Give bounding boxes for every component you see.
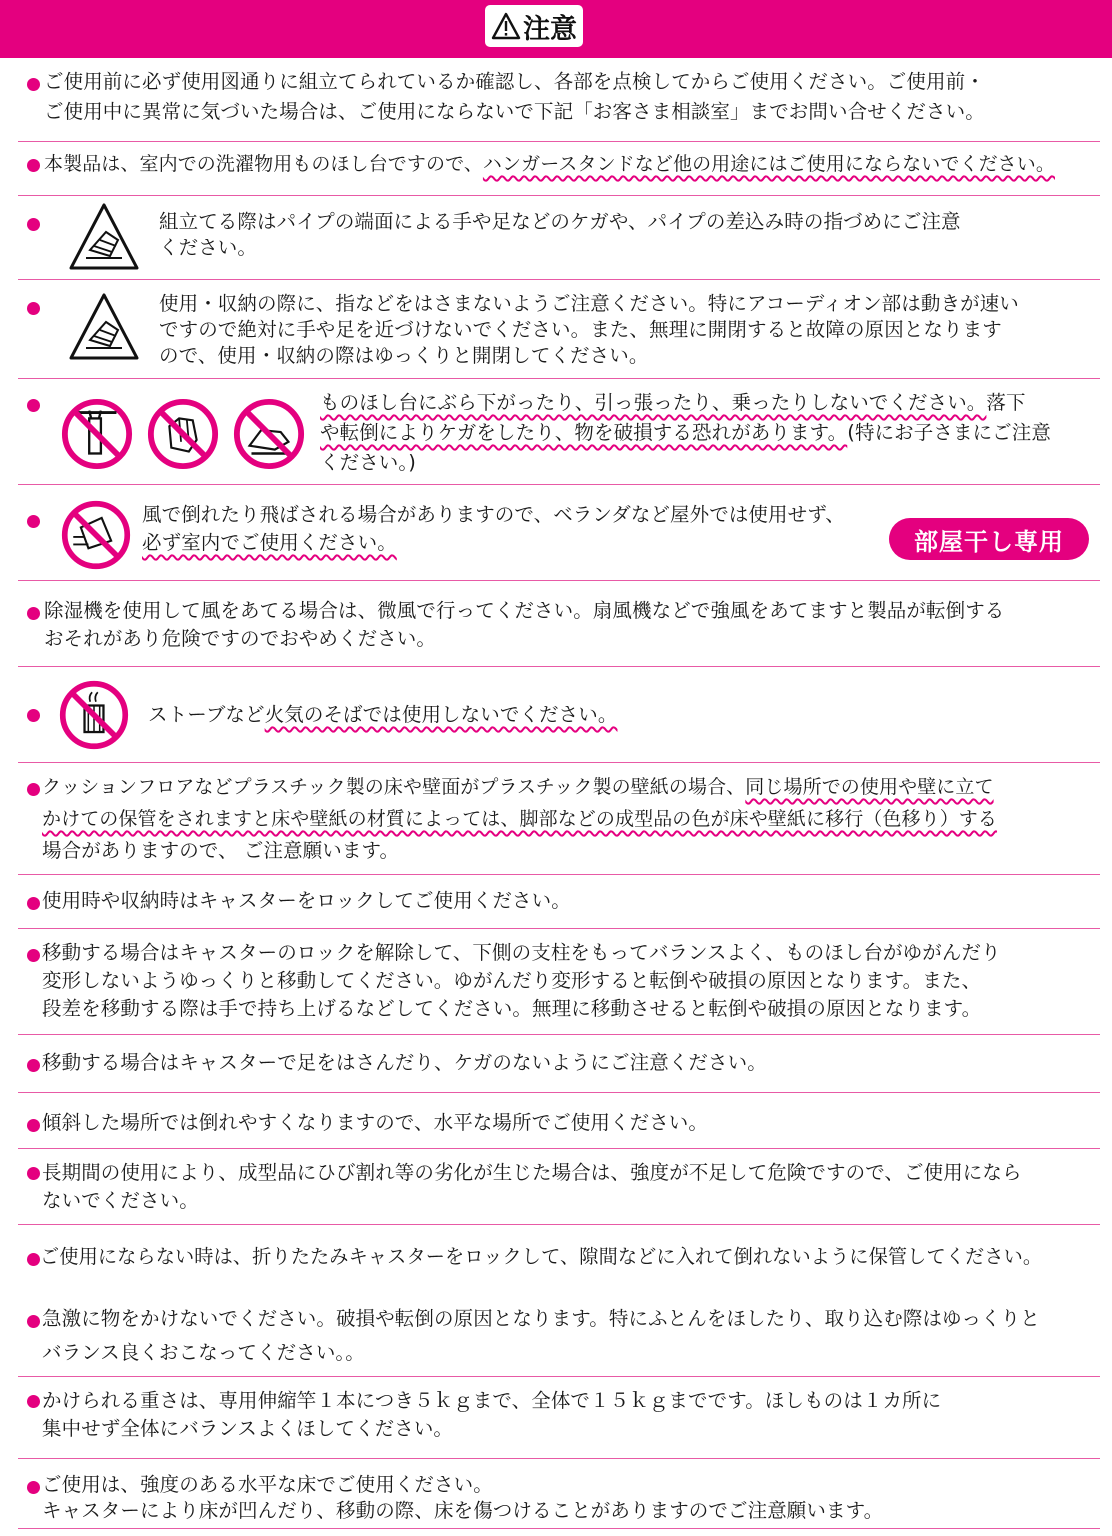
caution-title <box>485 5 583 47</box>
notice-text-emphasis: や転倒によりケガをしたり、物を破損する恐れがあります。 <box>320 421 848 444</box>
notice-item <box>18 142 1100 196</box>
notice-text: 移動する場合はキャスターのロックを解除して、下側の支柱をもってバランスよく、ものほし台がゆがんだり <box>42 941 1001 964</box>
notice-text <box>44 150 1055 178</box>
caution-title-text: 注意 <box>523 13 577 45</box>
notice-text <box>148 701 617 729</box>
notice-text: ください。 <box>159 236 258 259</box>
bullet <box>27 607 40 620</box>
notice-item <box>18 1377 1100 1459</box>
no-outdoor-wind-icon <box>60 499 132 571</box>
notice-text-part: クッションフロアなどプラスチック製の床や壁面がプラスチック製の壁紙の場合、 <box>42 776 746 798</box>
notice-text: 長期間の使用により、成型品にひび割れ等の劣化が生じた場合は、強度が不足して危険ですので、ご使用になら <box>42 1161 1022 1184</box>
bullet <box>27 399 40 412</box>
notice-text: バランス良くおこなってください。。 <box>42 1341 365 1364</box>
warning-pinch-hand-icon <box>66 200 142 276</box>
notice-text: 段差を移動する際は手で持ち上げるなどしてください。無理に移動させると転倒や破損の原因となります。 <box>42 997 982 1020</box>
notice-item <box>18 1149 1100 1225</box>
bullet <box>27 949 40 962</box>
notice-text: ないでください。 <box>42 1189 199 1212</box>
notice-text: 集中せず全体にバランスよくほしてください。 <box>42 1417 454 1440</box>
notice-text: 除湿機を使用して風をあてる場合は、微風で行ってください。扇風機などで強風をあてますと製品が転倒する <box>44 599 1005 622</box>
bullet <box>27 1059 40 1072</box>
no-pulling-icon <box>146 397 220 471</box>
notice-text: キャスターにより床が凹んだり、移動の際、床を傷つけることがありますのでご注意願います。 <box>42 1499 884 1522</box>
notice-item <box>18 280 1100 379</box>
notice-text-part: ストーブなど <box>148 703 265 726</box>
notice-text: 移動する場合はキャスターで足をはさんだり、ケガのないようにご注意ください。 <box>42 1051 767 1074</box>
bullet <box>27 1119 40 1132</box>
notice-item <box>18 1459 1100 1529</box>
notice-text: 組立てる際はパイプの端面による手や足などのケガや、パイプの差込み時の指づめにご注意 <box>159 210 961 233</box>
notice-text: 傾斜した場所では倒れやすくなりますので、水平な場所でご使用ください。 <box>42 1111 709 1134</box>
notice-text: 場合がありますので、 ご注意願います。 <box>42 839 400 862</box>
bullet <box>27 1253 40 1266</box>
notice-text: ご使用中に異常に気づいた場合は、ご使用にならないで下記「お客さま相談室」までお問い合せください。 <box>44 100 985 123</box>
notice-item <box>18 379 1100 485</box>
notice-text: おそれがあり危険ですのでおやめください。 <box>44 627 437 650</box>
bullet <box>27 783 40 796</box>
notice-text-emphasis: 必ず室内でご使用ください。 <box>142 531 397 554</box>
notice-text: ご使用は、強度のある水平な床でご使用ください。 <box>42 1473 493 1496</box>
no-climbing-icon <box>232 397 306 471</box>
notice-item <box>18 196 1100 280</box>
notice-text-part: (特にお子さまにご注意 <box>847 421 1051 444</box>
notice-text: ですので絶対に手や足を近づけないでください。また、無理に開閉すると故障の原因となります <box>159 318 1002 341</box>
no-hanging-icon <box>60 397 134 471</box>
notice-text-emphasis: ハンガースタンドなど他の用途にはご使用にならないでください。 <box>482 153 1055 175</box>
notice-text: かけられる重さは、専用伸縮竿１本につき５ｋｇまで、全体で１５ｋｇまでです。ほしものは１カ所に <box>42 1389 942 1412</box>
notice-text: ので、使用・収納の際はゆっくりと開閉してください。 <box>159 344 649 367</box>
bullet <box>27 218 40 231</box>
notice-item <box>18 1225 1100 1295</box>
notice-text <box>320 419 1051 447</box>
notice-text-part: 本製品は、室内での洗濯物用ものほし台ですので、 <box>44 153 483 175</box>
notice-item <box>18 1093 1100 1149</box>
notice-item <box>18 1295 1100 1377</box>
notice-item <box>18 929 1100 1035</box>
notice-text: ご使用にならない時は、折りたたみキャスターをロックして、隙間などに入れて倒れないように保管してください。 <box>40 1245 1043 1268</box>
bullet <box>27 515 40 528</box>
notice-item <box>18 667 1100 763</box>
no-stove-fire-icon <box>58 679 130 751</box>
warning-triangle-icon <box>491 12 521 40</box>
notice-text-emphasis: 同じ場所での使用や壁に立て <box>745 776 994 798</box>
notice-text <box>320 389 1026 417</box>
notice-text-emphasis: かけての保管をされますと床や壁紙の材質によっては、脚部などの成型品の色が床や壁紙に移行（色移り）する <box>42 808 998 830</box>
bullet <box>27 159 40 172</box>
notice-text: 使用・収納の際に、指などをはさまないようご注意ください。特にアコーディオン部は動きが速い <box>159 292 1019 315</box>
bullet <box>27 897 40 910</box>
notice-item <box>18 763 1100 875</box>
bullet <box>27 1481 40 1494</box>
bullet <box>27 78 40 91</box>
bullet <box>27 302 40 315</box>
notice-text: 使用時や収納時はキャスターをロックしてご使用ください。 <box>42 889 571 912</box>
notice-text: 急激に物をかけないでください。破損や転倒の原因となります。特にふとんをほしたり、取り込む際はゆっくりと <box>42 1307 1040 1330</box>
indoor-only-badge: 部屋干し専用 <box>889 518 1089 560</box>
notice-text-emphasis: ものほし台にぶら下がったり、引っ張ったり、乗ったりしないでください。 <box>320 391 987 414</box>
notice-text: ください。) <box>320 451 416 474</box>
notice-item <box>18 58 1100 142</box>
bullet <box>27 1167 40 1180</box>
bullet <box>27 709 40 722</box>
notice-item <box>18 1035 1100 1093</box>
notice-text: 変形しないようゆっくりと移動してください。ゆがんだり変形すると転倒や破損の原因となります。また、 <box>42 969 982 992</box>
notice-text: ご使用前に必ず使用図通りに組立てられているか確認し、各部を点検してからご使用ください。ご使用前・ <box>44 70 985 93</box>
bullet <box>27 1395 40 1408</box>
bullet <box>27 1315 40 1328</box>
notice-text-emphasis: 火気のそばでは使用しないでください。 <box>264 703 618 726</box>
notice-item <box>18 875 1100 929</box>
notice-text-part: 落下 <box>986 391 1026 414</box>
header-bar <box>0 0 1112 58</box>
notice-item <box>18 581 1100 667</box>
notice-text: 風で倒れたり飛ばされる場合がありますので、ベランダなど屋外では使用せず、 <box>142 503 845 526</box>
warning-pinch-hand-icon <box>66 290 142 366</box>
notice-text <box>42 773 994 801</box>
